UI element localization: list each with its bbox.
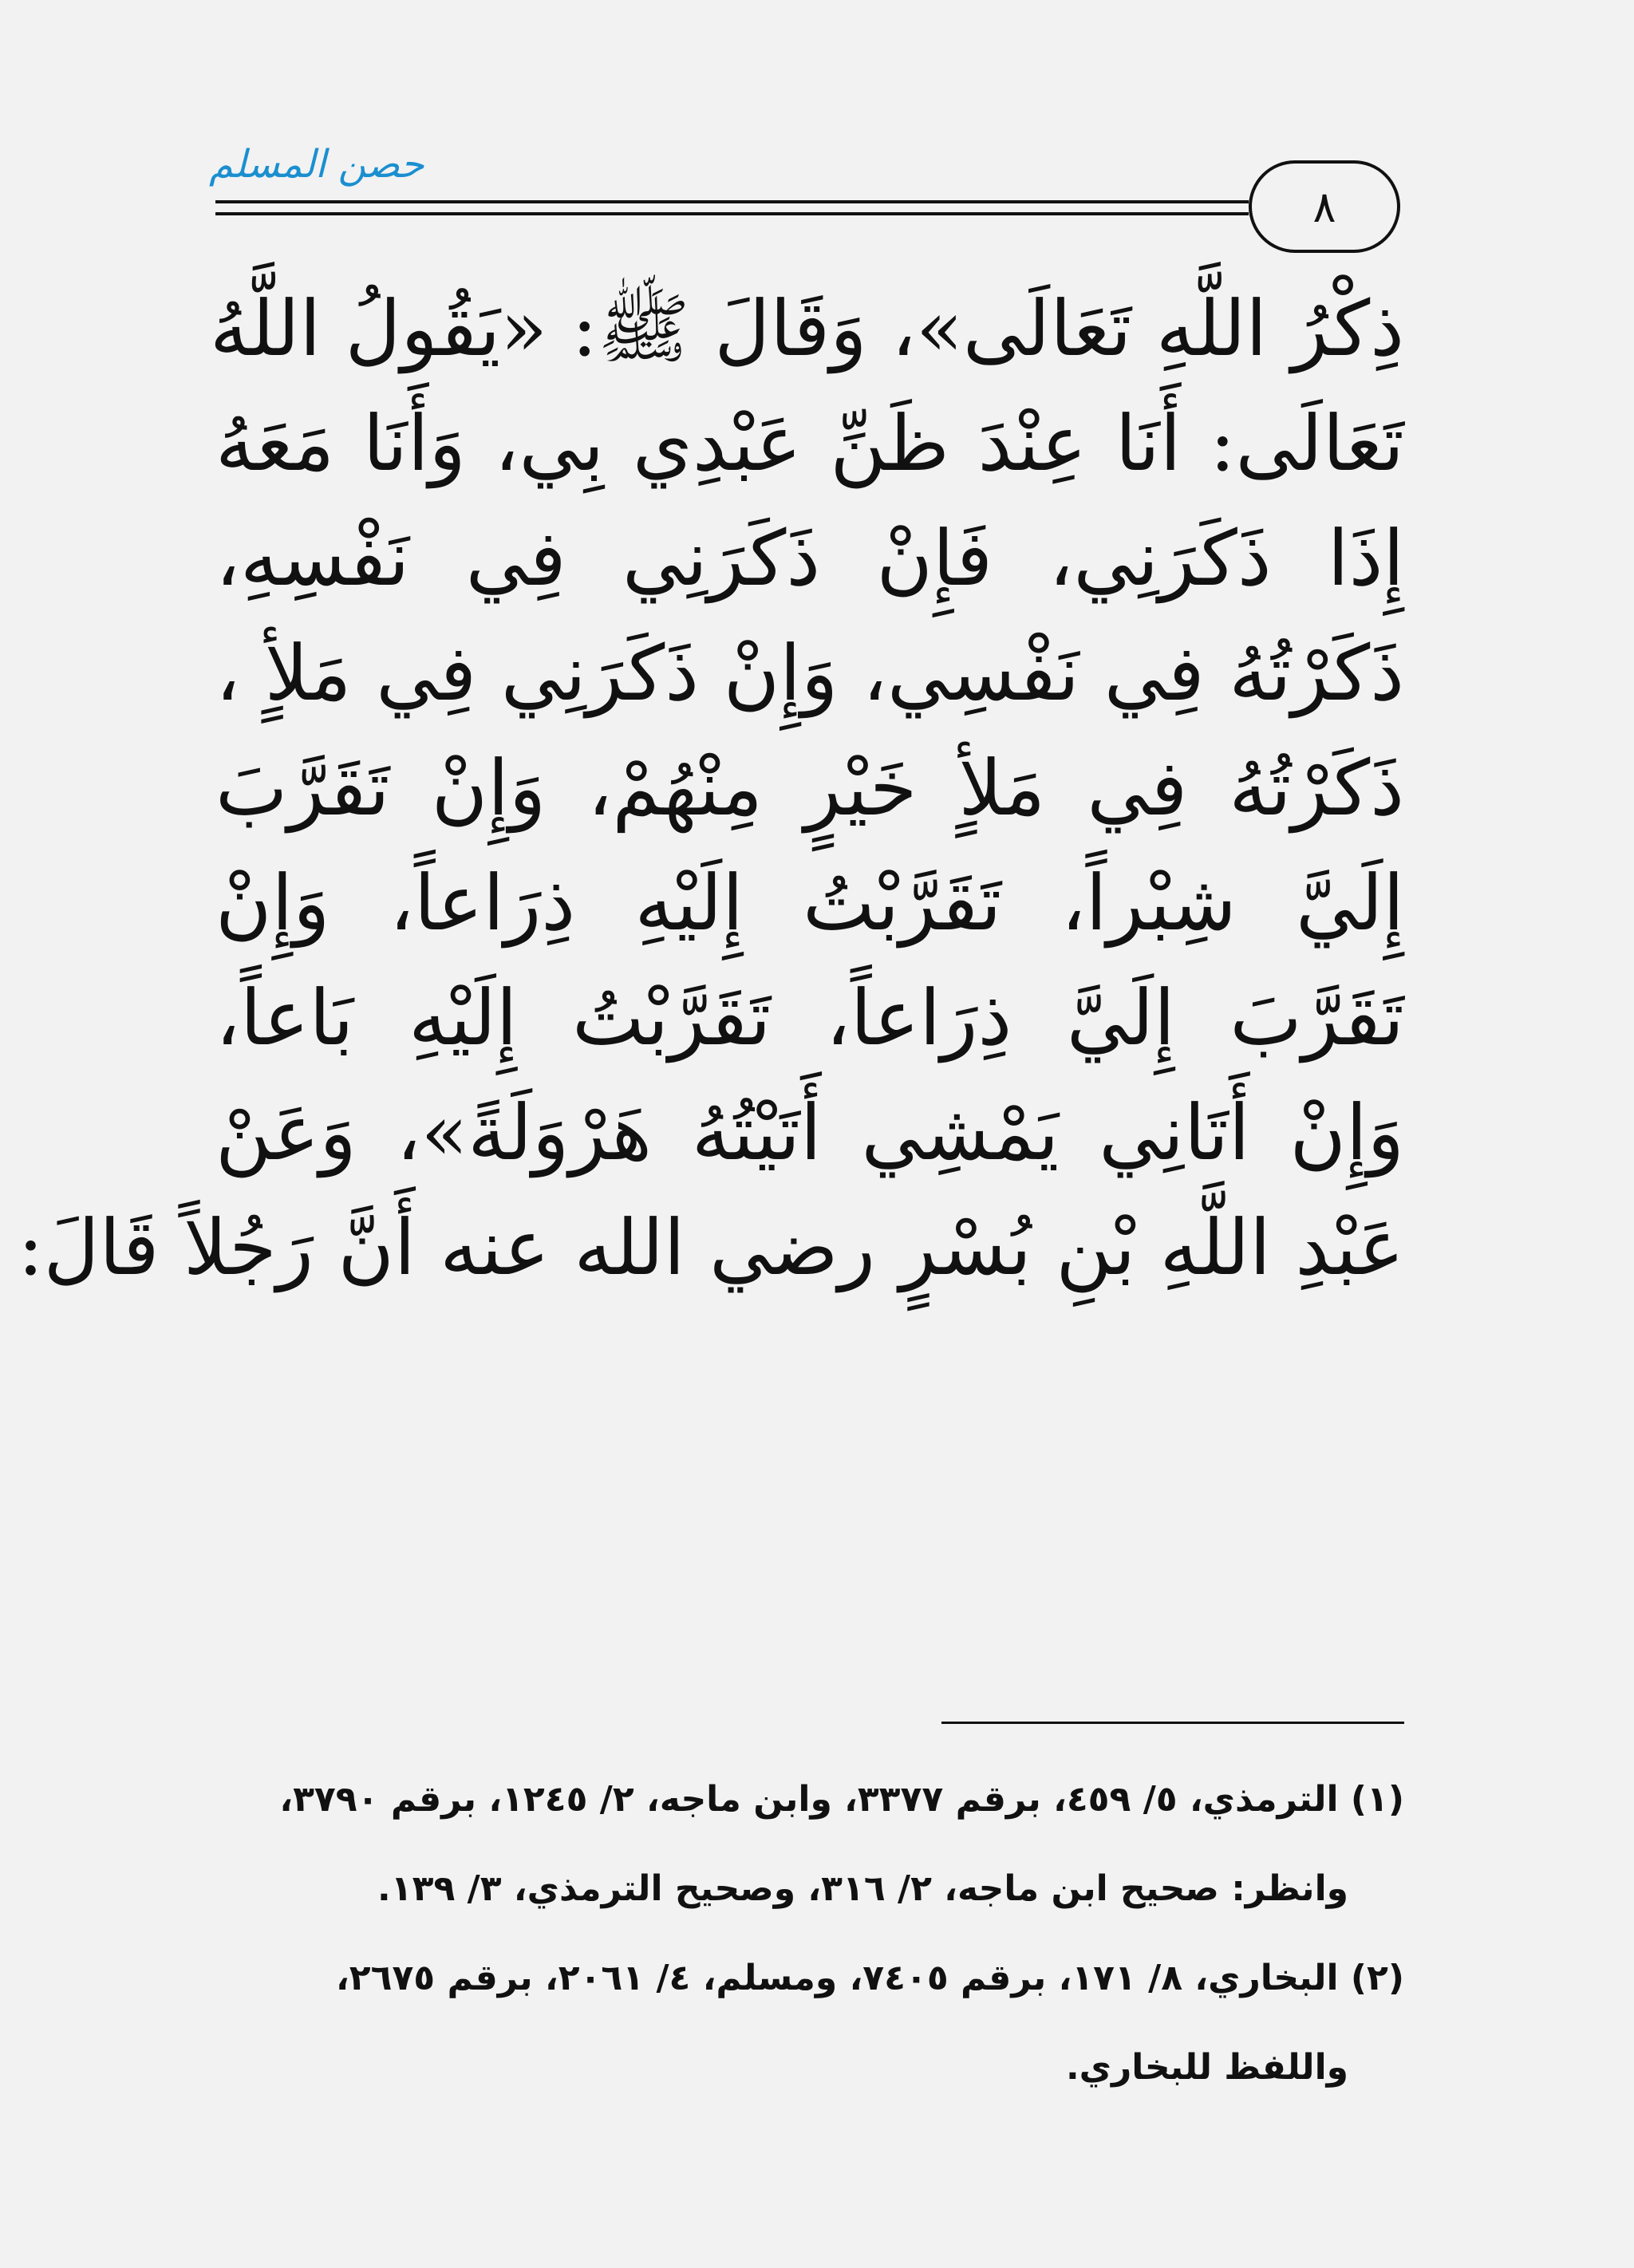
body-line: تَعَالَى: أَنَا عِنْدَ ظَنِّ عَبْدِي بِي، وَأَنَا مَعَهُ xyxy=(215,399,1404,488)
body-line: وَإِنْ أَتَانِي يَمْشِي أَتَيْتُهُ هَرْوَلَةً»، وَعَنْ xyxy=(215,1088,1404,1177)
body-line: ذِكْرُ اللَّهِ تَعَالَى»، وَقَالَ ﷺ: «يَقُولُ اللَّهُ xyxy=(209,284,1404,373)
footnote-line: (٢) البخاري، ٨/ ١٧١، برقم ٧٤٠٥، ومسلم، ٤/ ٢٠٦١، برقم ٢٦٧٥، xyxy=(336,1958,1404,1998)
header-rule-top xyxy=(215,200,1249,203)
body-line: ذَكَرْتُهُ فِي مَلأٍ خَيْرٍ مِنْهُمْ، وَإِنْ تَقَرَّبَ xyxy=(215,744,1404,833)
body-line: عَبْدِ اللَّهِ بْنِ بُسْرٍ رضي الله عنه أَنَّ رَجُلاً قَالَ: xyxy=(18,1203,1404,1292)
footnote-line: (١) الترمذي، ٥/ ٤٥٩، برقم ٣٣٧٧، وابن ماجه، ٢/ ١٢٤٥، برقم ٣٧٩٠، xyxy=(279,1779,1404,1820)
body-line: إِلَيَّ شِبْراً، تَقَرَّبْتُ إِلَيْهِ ذِرَاعاً، وَإِنْ xyxy=(215,858,1404,948)
body-line: إِذَا ذَكَرَنِي، فَإِنْ ذَكَرَنِي فِي نَفْسِهِ، xyxy=(215,514,1404,603)
page-number-badge xyxy=(1249,160,1400,253)
book-title: حصن المسلم xyxy=(209,142,424,187)
header-rule-bottom xyxy=(215,212,1249,215)
footnote-line: وانظر: صحيح ابن ماجه، ٢/ ٣١٦، وصحيح الترمذي، ٣/ ١٣٩. xyxy=(377,1868,1348,1909)
footnote-line: واللفظ للبخاري. xyxy=(1065,2047,1348,2088)
hadith-body xyxy=(18,271,1404,1305)
body-line: ذَكَرْتُهُ فِي نَفْسِي، وَإِنْ ذَكَرَنِي فِي مَلأٍ ، xyxy=(215,629,1404,718)
page-number: ٨ xyxy=(1312,181,1336,232)
footnotes xyxy=(215,1755,1404,2112)
body-line: تَقَرَّبَ إِلَيَّ ذِرَاعاً، تَقَرَّبْتُ إِلَيْهِ بَاعاً، xyxy=(215,973,1404,1063)
footnote-divider xyxy=(941,1722,1404,1724)
